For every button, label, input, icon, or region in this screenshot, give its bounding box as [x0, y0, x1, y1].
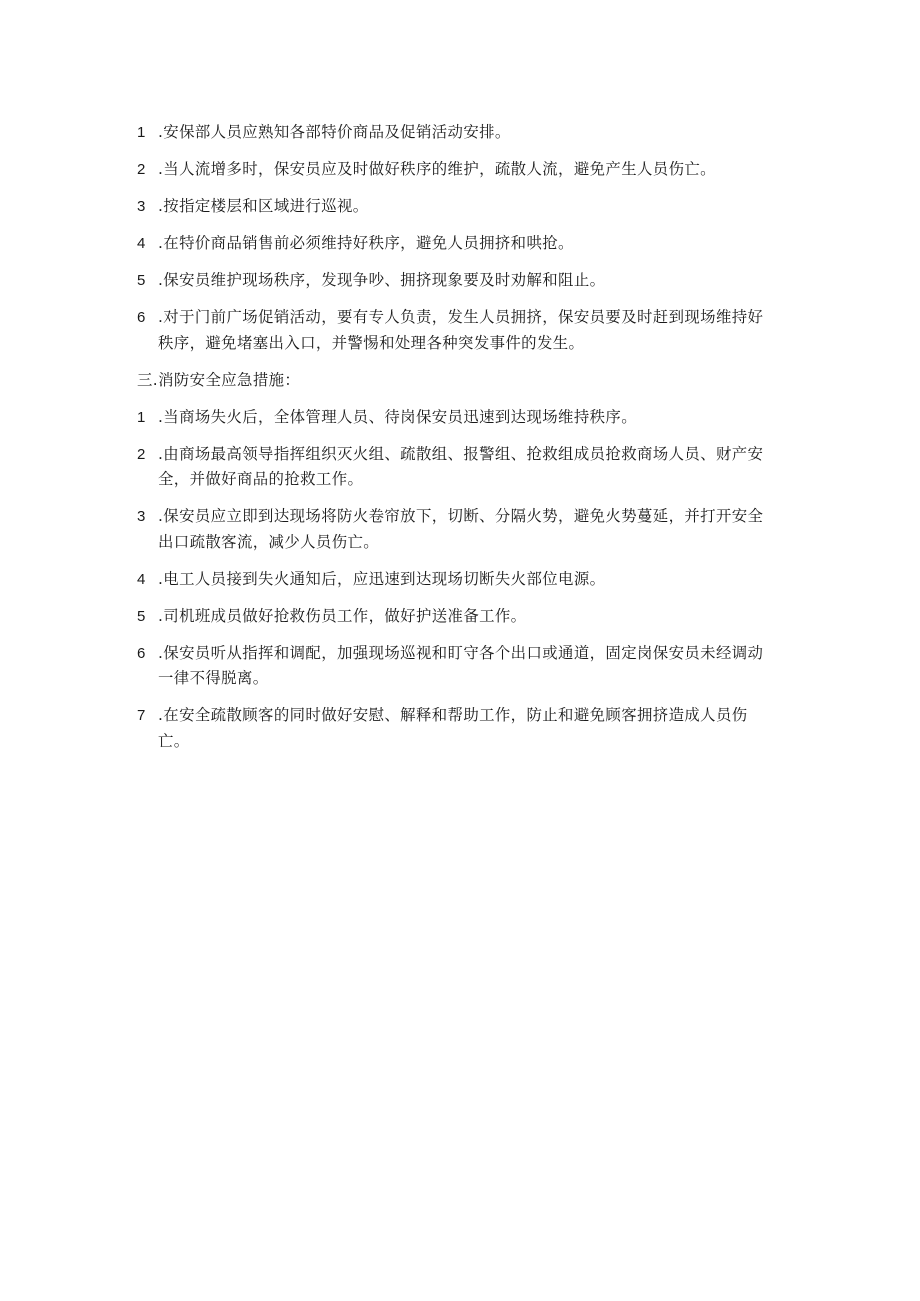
item-number: 2	[137, 445, 146, 463]
item-text: .按指定楼层和区域进行巡视。	[158, 197, 369, 215]
item-text: .在安全疏散顾客的同时做好安慰、解释和帮助工作，防止和避免顾客拥挤造成人员伤亡。	[158, 706, 748, 750]
list-item-b2	[137, 442, 777, 493]
item-number: 2	[137, 161, 146, 178]
item-number: 3	[137, 508, 146, 525]
item-text: .在特价商品销售前必须维持好秩序，避免人员拥挤和哄抢。	[158, 234, 574, 252]
list-item-b5	[137, 604, 777, 630]
item-text: .当商场失火后，全体管理人员、待岗保安员迅速到达现场维持秩序。	[158, 407, 638, 426]
section-heading: 三.消防安全应急措施：	[137, 370, 301, 389]
item-text: .安保部人员应熟知各部特价商品及促销活动安排。	[158, 123, 511, 141]
list-item-b1	[137, 405, 777, 431]
item-text: .司机班成员做好抢救伤员工作，做好护送准备工作。	[158, 606, 527, 625]
list-item-b3	[137, 504, 777, 555]
item-text: .保安员应立即到达现场将防火卷帘放下，切断、分隔火势，避免火势蔓延，并打开安全出口疏散客流，减少人员伤亡。	[158, 507, 764, 551]
item-number: 4	[137, 235, 146, 252]
item-text: .保安员听从指挥和调配，加强现场巡视和盯守各个出口或通道，固定岗保安员未经调动一律不得脱离。	[158, 643, 764, 687]
item-number: 3	[137, 198, 146, 215]
item-text: .对于门前广场促销活动，要有专人负责，发生人员拥挤，保安员要及时赶到现场维持好秩序，避免堵塞出入口，并警惕和处理各种突发事件的发生。	[158, 308, 764, 352]
item-text: .电工人员接到失火通知后，应迅速到达现场切断失火部位电源。	[158, 569, 606, 588]
list-item-b7	[137, 703, 777, 754]
item-text: .保安员维护现场秩序，发现争吵、拥挤现象要及时劝解和阻止。	[158, 271, 606, 289]
list-item-a4	[137, 231, 777, 257]
document-page	[137, 120, 777, 766]
list-item-a6	[137, 305, 777, 356]
item-number: 5	[137, 607, 146, 625]
list-item-a2	[137, 157, 777, 183]
item-number: 1	[137, 124, 146, 141]
list-item-a1	[137, 120, 777, 146]
list-item-a5	[137, 268, 777, 294]
item-number: 5	[137, 272, 146, 289]
list-item-a3	[137, 194, 777, 220]
item-number: 4	[137, 570, 146, 588]
item-number: 1	[137, 408, 146, 426]
item-text: .当人流增多时，保安员应及时做好秩序的维护，疏散人流，避免产生人员伤亡。	[158, 160, 716, 178]
list-item-b6	[137, 641, 777, 692]
list-item-b4	[137, 567, 777, 593]
item-text: .由商场最高领导指挥组织灭火组、疏散组、报警组、抢救组成员抢救商场人员、财产安全，并做好商品的抢救工作。	[158, 444, 764, 488]
item-number: 6	[137, 309, 146, 326]
item-number: 6	[137, 644, 146, 662]
item-number: 7	[137, 707, 146, 724]
